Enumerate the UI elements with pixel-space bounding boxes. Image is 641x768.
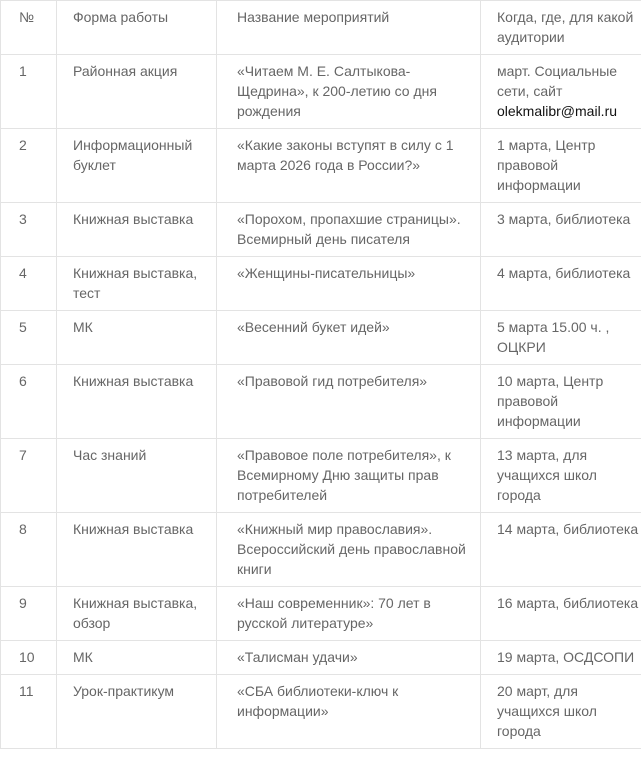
row-name-cell: «Книжный мир православия». Всероссийский день православной книги: [217, 513, 481, 587]
row-form-cell: Час знаний: [57, 439, 217, 513]
table-row: [1, 129, 641, 203]
row-name-cell: «Талисман удачи»: [217, 641, 481, 675]
row-form-cell: Книжная выставка, тест: [57, 257, 217, 311]
row-when-cell: 13 марта, для учащихся школ города: [481, 439, 641, 513]
row-form-cell: Книжная выставка: [57, 513, 217, 587]
row-when-cell: 1 марта, Центр правовой информации: [481, 129, 641, 203]
table-row: [1, 203, 641, 257]
row-form-cell: Книжная выставка: [57, 203, 217, 257]
row-form-cell: Урок-практикум: [57, 675, 217, 749]
row-when-cell: 14 марта, библиотека: [481, 513, 641, 587]
row-when-text: март. Социальные сети, сайт: [497, 63, 618, 99]
row-name-cell: «Наш современник»: 70 лет в русской литературе»: [217, 587, 481, 641]
row-name-cell: «Правовой гид потребителя»: [217, 365, 481, 439]
row-when-cell: 19 марта, ОСДСОПИ: [481, 641, 641, 675]
row-num-cell: 6: [1, 365, 57, 439]
row-form-cell: МК: [57, 311, 217, 365]
row-when-cell: 3 марта, библиотека: [481, 203, 641, 257]
table-row: [1, 311, 641, 365]
row-form-cell: Информационный буклет: [57, 129, 217, 203]
contact-email-link[interactable]: olekmalibr@mail.ru: [497, 103, 618, 119]
row-name-cell: «Читаем М. Е. Салтыкова-Щедрина», к 200-летию со дня рождения: [217, 55, 481, 129]
row-num-cell: 4: [1, 257, 57, 311]
header-form: Форма работы: [57, 1, 217, 55]
row-form-cell: Книжная выставка, обзор: [57, 587, 217, 641]
table-row: [1, 675, 641, 749]
row-num-cell: 5: [1, 311, 57, 365]
row-name-cell: «СБА библиотеки-ключ к информации»: [217, 675, 481, 749]
table-row: [1, 365, 641, 439]
row-when-cell: 10 марта, Центр правовой информации: [481, 365, 641, 439]
row-num-cell: 8: [1, 513, 57, 587]
table-row: [1, 439, 641, 513]
row-num-cell: 7: [1, 439, 57, 513]
table-row: [1, 257, 641, 311]
row-name-cell: «Порохом, пропахшие страницы». Всемирный день писателя: [217, 203, 481, 257]
row-num-cell: 10: [1, 641, 57, 675]
row-when-cell: [481, 55, 641, 129]
events-table-body: [1, 1, 641, 749]
row-num-cell: 9: [1, 587, 57, 641]
row-num-cell: 2: [1, 129, 57, 203]
table-row: [1, 55, 641, 129]
table-row: [1, 641, 641, 675]
row-num-cell: 1: [1, 55, 57, 129]
row-when-cell: 5 марта 15.00 ч. , ОЦКРИ: [481, 311, 641, 365]
row-when-cell: 20 март, для учащихся школ города: [481, 675, 641, 749]
row-when-cell: 16 марта, библиотека: [481, 587, 641, 641]
row-form-cell: Книжная выставка: [57, 365, 217, 439]
header-name: Название мероприятий: [217, 1, 481, 55]
table-row: [1, 587, 641, 641]
row-name-cell: «Женщины-писательницы»: [217, 257, 481, 311]
header-num: №: [1, 1, 57, 55]
table-row: [1, 513, 641, 587]
row-when-cell: 4 марта, библиотека: [481, 257, 641, 311]
row-num-cell: 3: [1, 203, 57, 257]
row-form-cell: МК: [57, 641, 217, 675]
header-when: Когда, где, для какой аудитории: [481, 1, 641, 55]
row-name-cell: «Весенний букет идей»: [217, 311, 481, 365]
row-name-cell: «Правовое поле потребителя», к Всемирному Дню защиты прав потребителей: [217, 439, 481, 513]
row-num-cell: 11: [1, 675, 57, 749]
table-header-row: [1, 1, 641, 55]
row-form-cell: Районная акция: [57, 55, 217, 129]
row-name-cell: «Какие законы вступят в силу с 1 марта 2026 года в России?»: [217, 129, 481, 203]
